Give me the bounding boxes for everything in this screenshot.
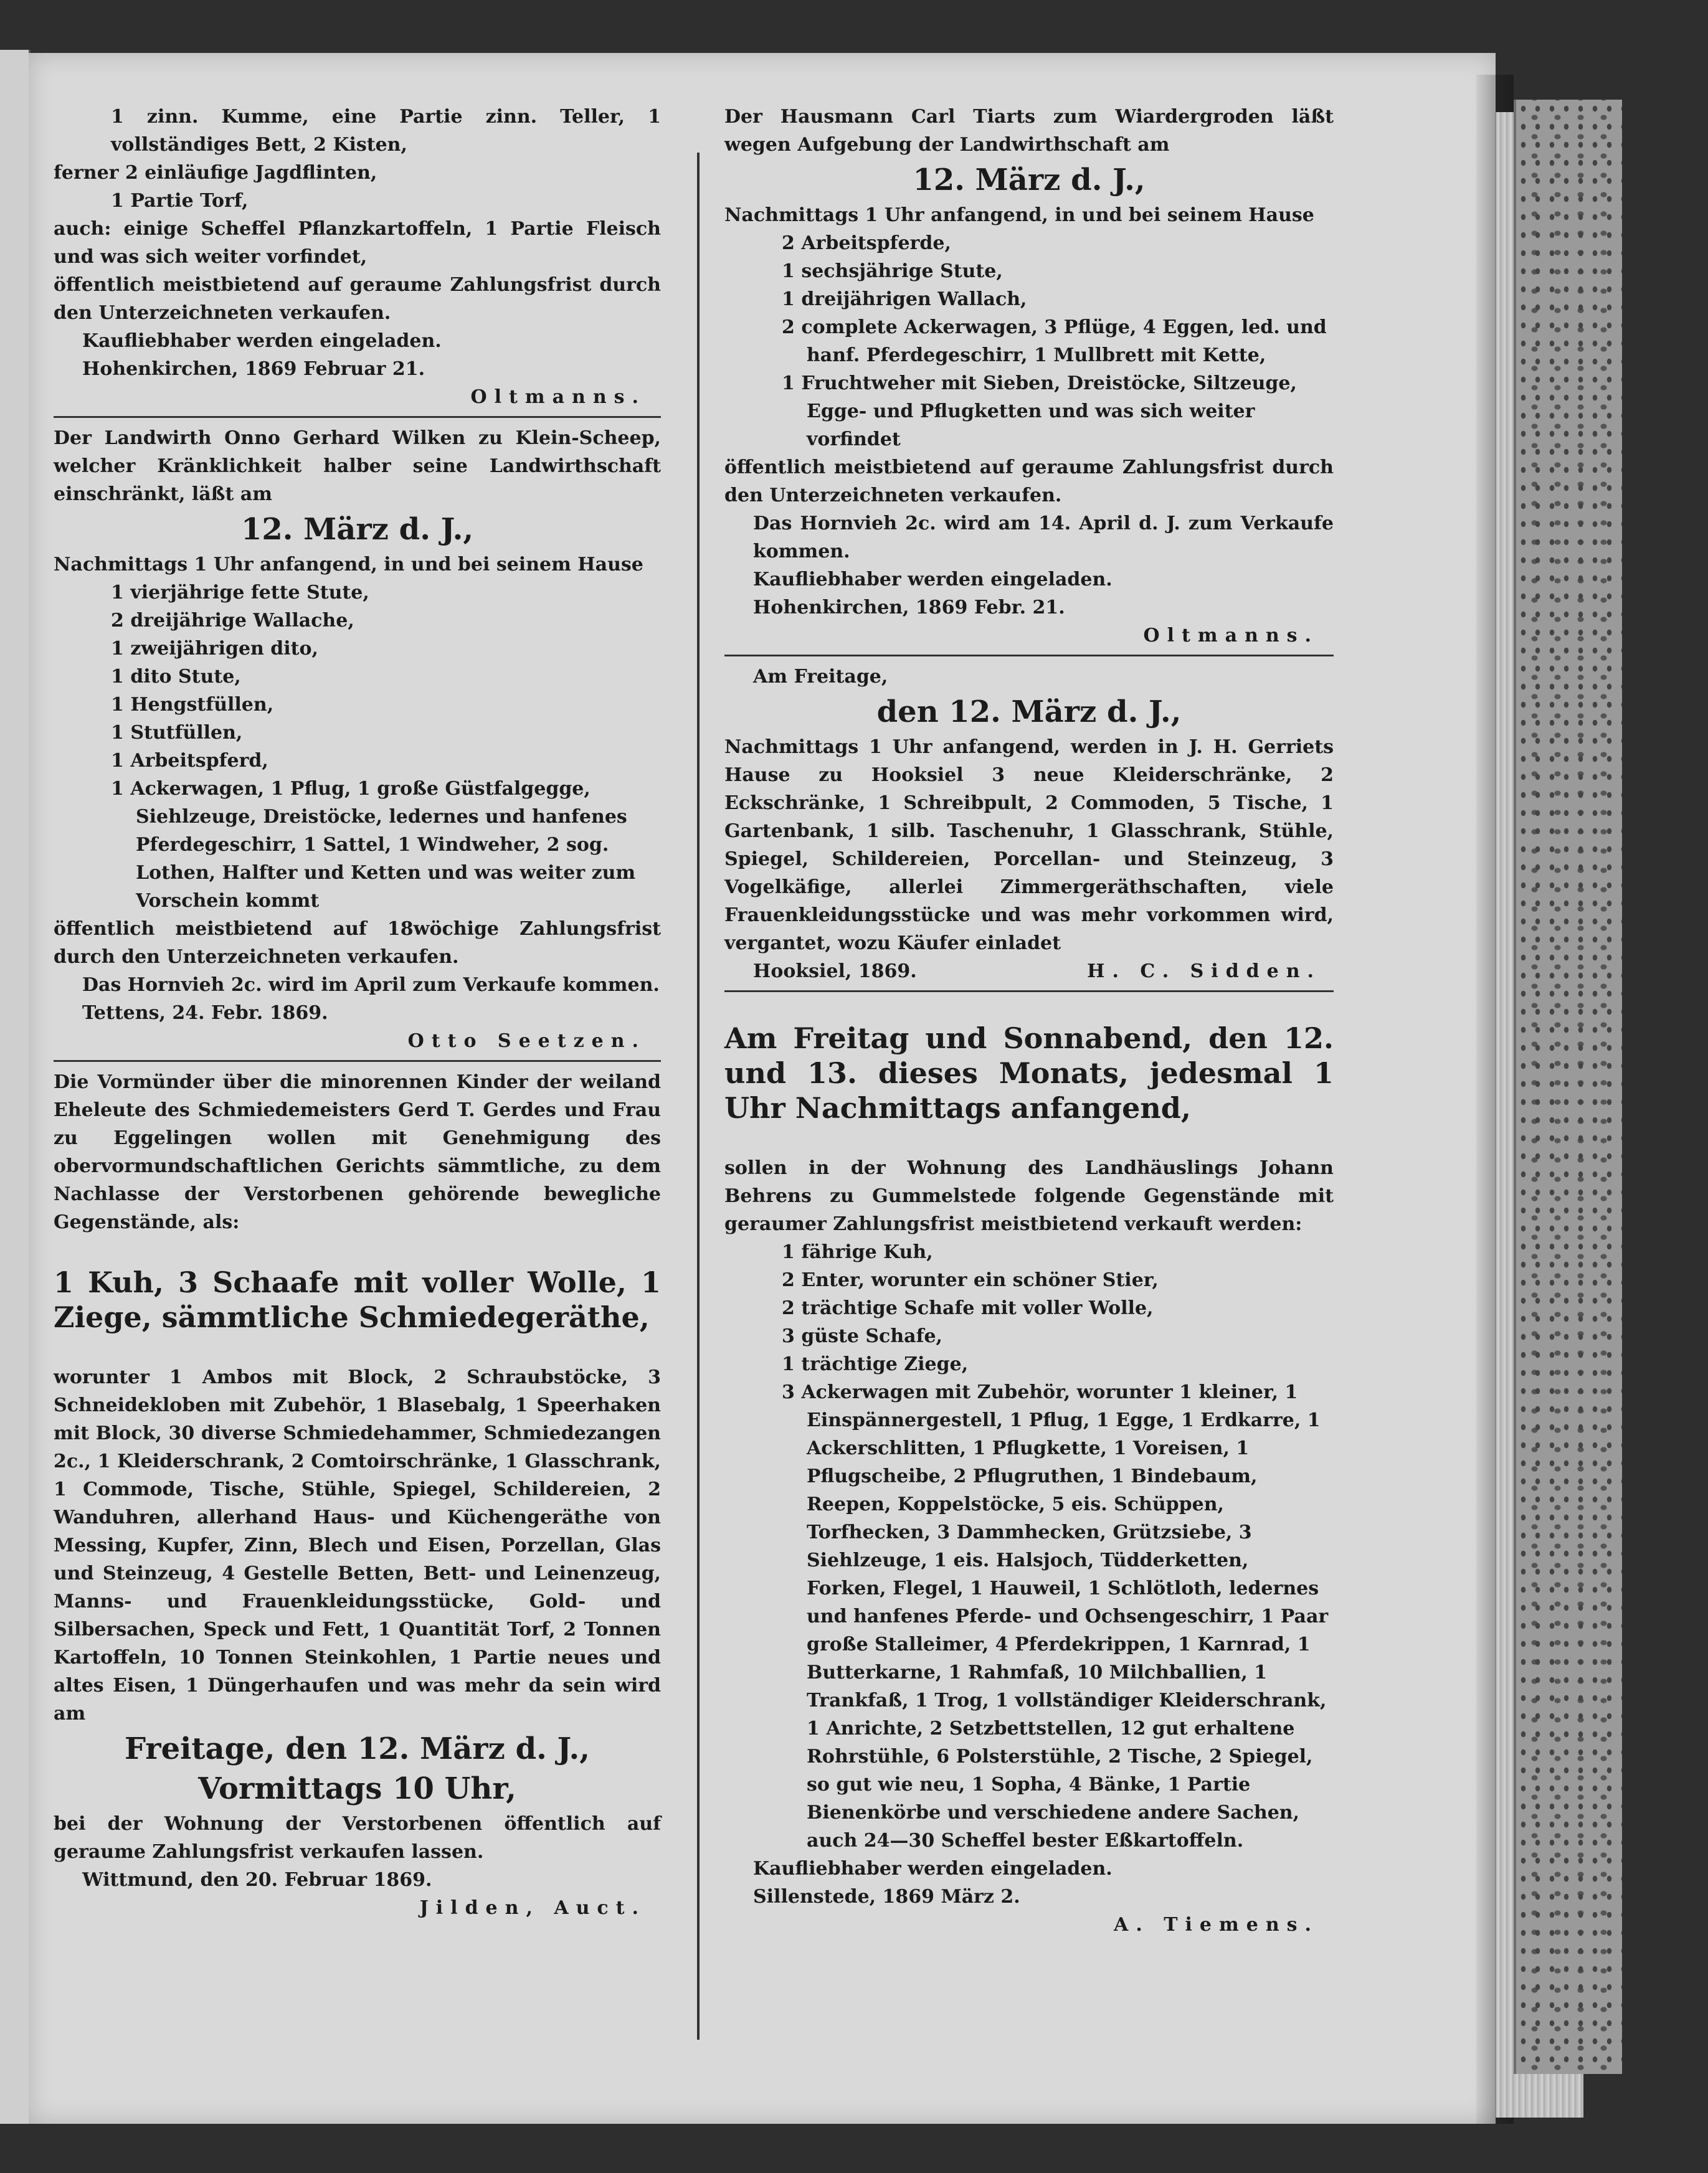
ad-closing: öffentlich meistbietend auf geraume Zahlungsfrist durch den Unterzeichneten verkaufen. [724, 457, 1334, 506]
place-date: Wittmund, den 20. Februar 1869. [82, 1869, 432, 1891]
invite: Kaufliebhaber werden eingeladen. [753, 1858, 1113, 1880]
ad-auction-oltmanns-1 [54, 103, 661, 411]
item-list [724, 1238, 1334, 1855]
signature: Oltmanns. [470, 386, 646, 408]
list-item: 1 Stutfüllen, [111, 722, 243, 744]
column-divider [697, 153, 700, 2040]
invite: Kaufliebhaber werden eingeladen. [753, 569, 1113, 590]
ad-intro: Der Landwirth Onno Gerhard Wilken zu Klein-Scheep, welcher Kränklichkeit halber seine Landwirthschaft einschränkt, läßt am [54, 427, 661, 505]
ad-auction-gerdes [54, 1068, 661, 1922]
ad-separator [724, 990, 1334, 992]
place-date: Hooksiel, 1869. [753, 960, 917, 982]
ad-line: ferner 2 einläufige Jagdflinten, [54, 162, 377, 184]
list-item: 1 sechsjährige Stute, [782, 260, 1003, 282]
ad-intro: Die Vormünder über die minorennen Kinder der weiland Eheleute des Schmiedemeisters Gerd T. Gerdes und Frau zu Eggelingen wollen mit Genehmigung des obervormundschaftlichen Gerichts sämmtliche, zu dem Nachlasse der Verstorbenen gehörende bewegliche Gegenstände, als: [54, 1071, 661, 1233]
ad-line: Kaufliebhaber werden eingeladen. [82, 330, 442, 352]
auction-time: Nachmittags 1 Uhr anfangend, in und bei seinem Hause [54, 554, 643, 575]
signature: Otto Seetzen. [407, 1030, 646, 1052]
book-cover-edge [1514, 100, 1622, 2074]
item-list [724, 229, 1334, 453]
ad-intro: Der Hausmann Carl Tiarts zum Wiardergroden läßt wegen Aufgebung der Landwirthschaft am [724, 106, 1334, 156]
place-signature-row [724, 957, 1334, 985]
list-item: 2 Arbeitspferde, [782, 232, 951, 254]
signature: H. C. Sidden. [1087, 960, 1321, 982]
ad-details: worunter 1 Ambos mit Block, 2 Schraubstöcke, 3 Schneidekloben mit Zubehör, 1 Blasebalg, 1 Speerhaken mit Block, 30 diverse Schmiedehammer, Schmiedezangen 2c., 1 Kleiderschrank, 2 Comtoirschränke, 1 Glasschrank, 1 Commode, Tische, Stühle, Spiegel, Schildereien, 2 Wanduhren, allerhand Haus- und Küchengeräthe von Messing, Kupfer, Zinn, Blech und Eisen, Porzellan, Glas und Steinzeug, 4 Gestelle Betten, Bett- und Leinenzeug, Manns- und Frauenkleidungsstücke, Gold- und Silbersachen, Speck und Fett, 1 Quantität Torf, 2 Tonnen Kartoffeln, 10 Tonnen Steinkohlen, 1 Partie neues und altes Eisen, 1 Düngerhaufen und was mehr da sein wird am [54, 1366, 661, 1725]
auction-date: 12. März d. J., [913, 163, 1146, 197]
right-column [724, 103, 1334, 1939]
ad-line: auch: einige Scheffel Pflanzkartoffeln, 1 Partie Fleisch und was sich weiter vorfindet, [54, 218, 661, 268]
adjacent-page-edge [0, 50, 31, 2124]
list-item: 1 vierjährige fette Stute, [111, 582, 369, 604]
list-item: 1 fährige Kuh, [782, 1241, 933, 1263]
ad-closing: bei der Wohnung der Verstorbenen öffentlich auf geraume Zahlungsfrist verkaufen lassen. [54, 1813, 661, 1863]
auction-date: Freitage, den 12. März d. J., [125, 1731, 590, 1766]
list-item: 1 Arbeitspferd, [111, 750, 268, 772]
list-item: 2 complete Ackerwagen, 3 Pflüge, 4 Eggen, led. und hanf. Pferdegeschirr, 1 Mullbrett mit Kette, [782, 316, 1327, 366]
auction-time: Vormittags 10 Uhr, [198, 1771, 516, 1806]
ad-intro: sollen in der Wohnung des Landhäuslings Johann Behrens zu Gummelstede folgende Gegenstände mit geraumer Zahlungsfrist meistbietend verkauft werden: [724, 1157, 1334, 1235]
list-item: 1 dito Stute, [111, 666, 241, 688]
auction-time: Nachmittags 1 Uhr anfangend, in und bei seinem Hause [724, 204, 1314, 226]
ad-auction-sidden [724, 663, 1334, 985]
list-item: 2 trächtige Schafe mit voller Wolle, [782, 1297, 1154, 1319]
ad-auction-tiarts [724, 103, 1334, 650]
ad-body: Nachmittags 1 Uhr anfangend, werden in J. H. Gerriets Hause zu Hooksiel 3 neue Kleiderschränke, 2 Eckschränke, 1 Schreibpult, 2 Commoden, 5 Tische, 1 Gartenbank, 1 silb. Taschenuhr, 1 Glasschrank, Stühle, Spiegel, Schildereien, Porcellan- und Steinzeug, 3 Vogelkäfige, allerlei Zimmergeräthschaften, viele Frauenkleidungsstücke und was mehr vorkommen wird, vergantet, wozu Käufer einladet [724, 736, 1334, 954]
place-date: Sillenstede, 1869 März 2. [753, 1886, 1020, 1908]
ad-headline: Am Freitag und Sonnabend, den 12. und 13. dieses Monats, jedesmal 1 Uhr Nachmittags anfangend, [724, 1021, 1334, 1125]
ad-note: Das Hornvieh 2c. wird am 14. April d. J. zum Verkaufe kommen. [753, 513, 1334, 562]
ad-line: öffentlich meistbietend auf geraume Zahlungsfrist durch den Unterzeichneten verkaufen. [54, 274, 661, 324]
list-item: 3 Ackerwagen mit Zubehör, worunter 1 kleiner, 1 Einspännergestell, 1 Pflug, 1 Egge, 1 Erdkarre, 1 Ackerschlitten, 1 Pflugkette, 1 Voreisen, 1 Pflugscheibe, 2 Pflugruthen, 1 Bindebaum, Reepen, Koppelstöcke, 5 eis. Schüppen, Torfhecken, 3 Dammhecken, Grützsiebe, 3 Siehlzeuge, 1 eis. Halsjoch, Tüdderketten, Forken, Flegel, 1 Hauweil, 1 Schlötloth, ledernes und hanfenes Pferde- und Ochsengeschirr, 1 Paar große Stalleimer, 4 Pferdekrippen, 1 Karnrad, 1 Butterkarne, 1 Rahmfaß, 10 Milchballien, 1 Trankfaß, 1 Trog, 1 vollständiger Kleiderschrank, 1 Anrichte, 2 Setzbettstellen, 12 gut erhaltene Rohrstühle, 6 Polsterstühle, 2 Tische, 2 Spiegel, so gut wie neu, 1 Sopha, 4 Bänke, 1 Partie Bienenkörbe und verschiedene andere Sachen, auch 24—30 Scheffel bester Eßkartoffeln. [782, 1381, 1329, 1852]
ad-headline: 1 Kuh, 3 Schaafe mit voller Wolle, 1 Ziege, sämmtliche Schmiedegeräthe, [54, 1266, 661, 1334]
list-item: 2 Enter, worunter ein schöner Stier, [782, 1269, 1159, 1291]
auction-date: den 12. März d. J., [876, 694, 1182, 729]
item-list [54, 579, 661, 915]
list-item: 1 Ackerwagen, 1 Pflug, 1 große Güstfalgegge, Siehlzeuge, Dreistöcke, ledernes und hanfenes Pferdegeschirr, 1 Sattel, 1 Windweher, 2 sog. Lothen, Halfter und Ketten und was weiter zum Vorschein kommt [111, 778, 636, 912]
list-item: 1 trächtige Ziege, [782, 1353, 969, 1375]
ad-line: 1 zinn. Kumme, eine Partie zinn. Teller, 1 vollständiges Bett, 2 Kisten, [111, 106, 661, 156]
place-date: Hohenkirchen, 1869 Febr. 21. [753, 597, 1065, 618]
list-item: 1 Fruchtweher mit Sieben, Dreistöcke, Siltzeuge, Egge- und Pflugketten und was sich weiter vorfindet [782, 372, 1297, 450]
signature: Jilden, Auct. [419, 1897, 646, 1919]
list-item: 1 Hengstfüllen, [111, 694, 274, 716]
ad-auction-behrens [724, 1021, 1334, 1939]
ad-line: 1 Partie Torf, [111, 190, 249, 212]
ad-separator [724, 655, 1334, 656]
signature: Oltmanns. [1143, 625, 1319, 646]
ad-separator [54, 416, 661, 418]
list-item: 3 güste Schafe, [782, 1325, 943, 1347]
list-item: 1 dreijährigen Wallach, [782, 288, 1027, 310]
ad-note: Das Hornvieh 2c. wird im April zum Verkaufe kommen. [82, 974, 660, 996]
signature: A. Tiemens. [1114, 1914, 1319, 1936]
place-date: Tettens, 24. Febr. 1869. [82, 1002, 328, 1024]
ad-auction-wilken [54, 424, 661, 1055]
ad-separator [54, 1060, 661, 1062]
place-date: Hohenkirchen, 1869 Februar 21. [82, 358, 425, 380]
left-column [54, 103, 661, 1922]
ad-intro: Am Freitage, [753, 666, 888, 688]
auction-date: 12. März d. J., [240, 512, 474, 547]
list-item: 2 dreijährige Wallache, [111, 610, 354, 632]
ad-closing: öffentlich meistbietend auf 18wöchige Zahlungsfrist durch den Unterzeichneten verkaufen. [54, 918, 661, 968]
list-item: 1 zweijährigen dito, [111, 638, 318, 660]
